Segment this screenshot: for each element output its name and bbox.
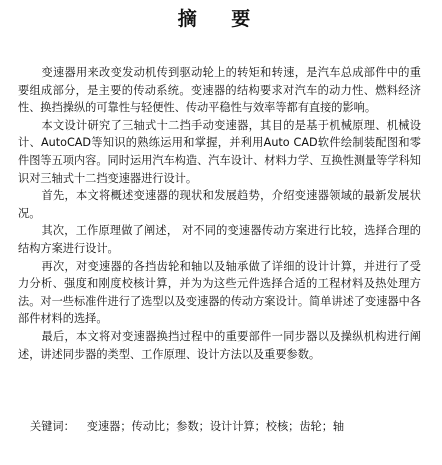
paragraph-2: 本文设计研究了三轴式十二挡手动变速器，其目的是基于机械原理、机械设计、AutoCAD等知识的熟练运用和掌握，并利用Auto CAD软件绘制装配图和零件图等五项内容。同时运用汽车构造、汽车设计、材料力学、互换性测量等学科知识对三轴式十二挡变速器进行设计。 [18,118,421,185]
keywords-label: 关键词： [30,420,75,433]
page-title: 摘 要 [177,8,265,30]
keywords-text: 变速器；传动比；参数；设计计算；校核；齿轮；轴 [86,420,345,433]
paragraph-5: 再次，对变速器的各挡齿轮和轴以及轴承做了详细的设计计算，并进行了受力分析、强度和刚度校核计算，并为为这些元件选择合适的工程材料及热处理方法。对一些标准件进行了选型以及变速器的传动方案设计。简单讲述了变速器中各部件材料的选择。 [18,259,421,326]
abstract-body [18,64,421,363]
paragraph-6: 最后，本文将对变速器换挡过程中的重要部件一同步器以及操纵机构进行阐述，讲述同步器的类型、工作原理、设计方法以及重要参数。 [18,329,421,361]
paragraph-4: 其次，工作原理做了阐述， 对不同的变速器传动方案进行比较，选择合理的结构方案进行设计。 [18,224,421,255]
paragraph-1: 变速器用来改变发动机传到驱动轮上的转矩和转速，是汽车总成部件中的重要组成部分，是主要的传动系统。变速器的结构要求对汽车的动力性、燃料经济性、换挡操纵的可靠性与轻便性、传动平稳性与效率等都有直接的影响。 [18,66,421,115]
keywords-line [30,418,430,436]
paragraph-3: 首先，本文将概述变速器的现状和发展趋势，介绍变速器领域的最新发展状况。 [18,189,421,220]
